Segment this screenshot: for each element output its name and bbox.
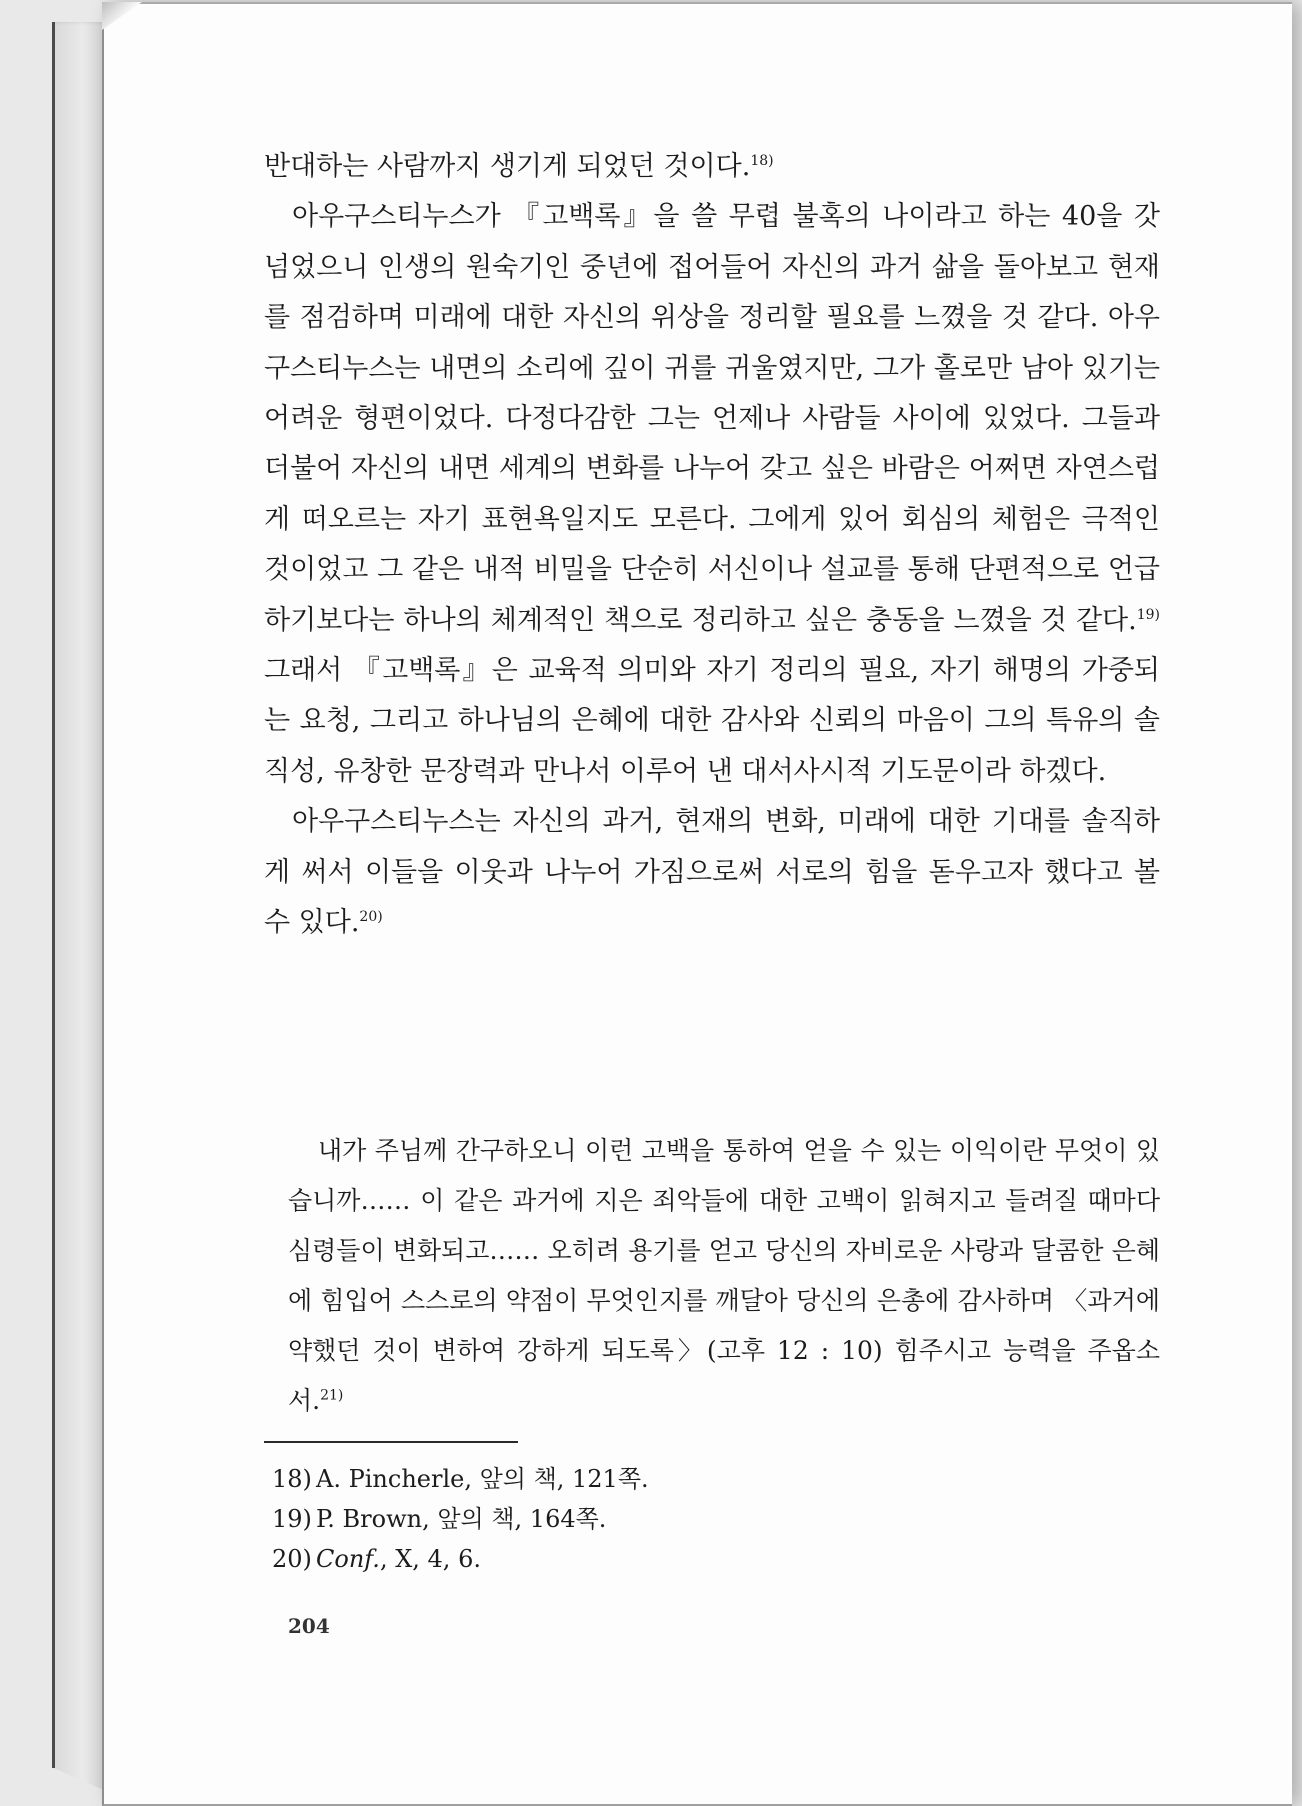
footnote-20 — [272, 1539, 1072, 1579]
footnote-text: P. Brown, 앞의 책, 164쪽. — [316, 1505, 607, 1533]
block-quote — [288, 1126, 1160, 1426]
quote-text: 내가 주님께 간구하오니 이런 고백을 통하여 얻을 수 있는 이익이란 무엇이 있습니까…… 이 같은 과거에 지은 죄악들에 대한 고백이 읽혀지고 들려질 때마다 심령들이 변화되고…… 오히려 용기를 얻고 당신의 자비로운 사랑과 달콤한 은혜에 힘입어 스스로의 약점이 무엇인지를 깨달아 당신의 은총에 감사하며 〈과거에 약했던 것이 변하여 강하게 되도록〉(고후 12 : 10) 힘주시고 능력을 주옵소서.$^{21)}$ — [288, 1136, 1160, 1415]
page-number: 204 — [288, 1614, 330, 1638]
footnote-18 — [272, 1459, 1072, 1499]
spine-edge — [52, 22, 55, 1768]
footnote-ref-19[interactable]: 19) — [1136, 606, 1160, 623]
footnotes — [272, 1459, 1072, 1579]
footnote-ref-21[interactable]: 21) — [320, 1387, 344, 1404]
footnote-number: 18) — [272, 1465, 312, 1493]
paragraph-1: 반대하는 사람까지 생기게 되었던 것이다.$^{18)}$ — [264, 151, 774, 182]
book-spine — [52, 22, 108, 1792]
body-text — [264, 142, 1160, 949]
footnote-separator — [264, 1441, 518, 1443]
paragraph-2: 아우구스티누스가 『고백록』을 쓸 무렵 불혹의 나이라고 하는 40을 갓 넘었으니 인생의 원숙기인 중년에 접어들어 자신의 과거 삶을 돌아보고 현재를 점검하며 미래에 대한 자신의 위상을 정리할 필요를 느꼈을 것 같다. 아우구스티누스는 내면의 소리에 깊이 귀를 귀울였지만, 그가 홀로만 남아 있기는 어려운 형편이었다. 다정다감한 그는 언제나 사람들 사이에 있었다. 그들과 더불어 자신의 내면 세계의 변화를 나누어 갖고 싶은 바람은 어쩌면 자연스럽게 떠오르는 자기 표현욕일지도 모른다. 그에게 있어 회심의 체험은 극적인 것이었고 그 같은 내적 비밀을 단순히 서신이나 설교를 통해 단편적으로 언급하기보다는 하나의 체계적인 책으로 정리하고 싶은 충동을 느꼈을 것 같다.$^{19)}$ 그래서 『고백록』은 교육적 의미와 자기 정리의 필요, 자기 해명의 가중되는 요청, 그리고 하나님의 은혜에 대한 감사와 신뢰의 마음이 그의 특유의 솔직성, 유창한 문장력과 만나서 이루어 낸 대서사시적 기도문이라 하겠다. — [264, 201, 1160, 787]
footnote-number: 19) — [272, 1505, 312, 1533]
footnote-number: 20) — [272, 1545, 312, 1573]
footnote-italic-text: Conf. — [316, 1545, 380, 1573]
footnote-19 — [272, 1499, 1072, 1539]
footnote-ref-18[interactable]: 18) — [750, 153, 774, 169]
footnote-text: A. Pincherle, 앞의 책, 121쪽. — [316, 1465, 649, 1493]
paragraph-3: 아우구스티누스는 자신의 과거, 현재의 변화, 미래에 대한 기대를 솔직하게 써서 이들을 이웃과 나누어 가짐으로써 서로의 힘을 돋우고자 했다고 볼 수 있다.$^{20)}$ — [264, 806, 1160, 939]
footnote-ref-20[interactable]: 20) — [359, 909, 383, 926]
footnote-text: , X, 4, 6. — [379, 1545, 481, 1573]
